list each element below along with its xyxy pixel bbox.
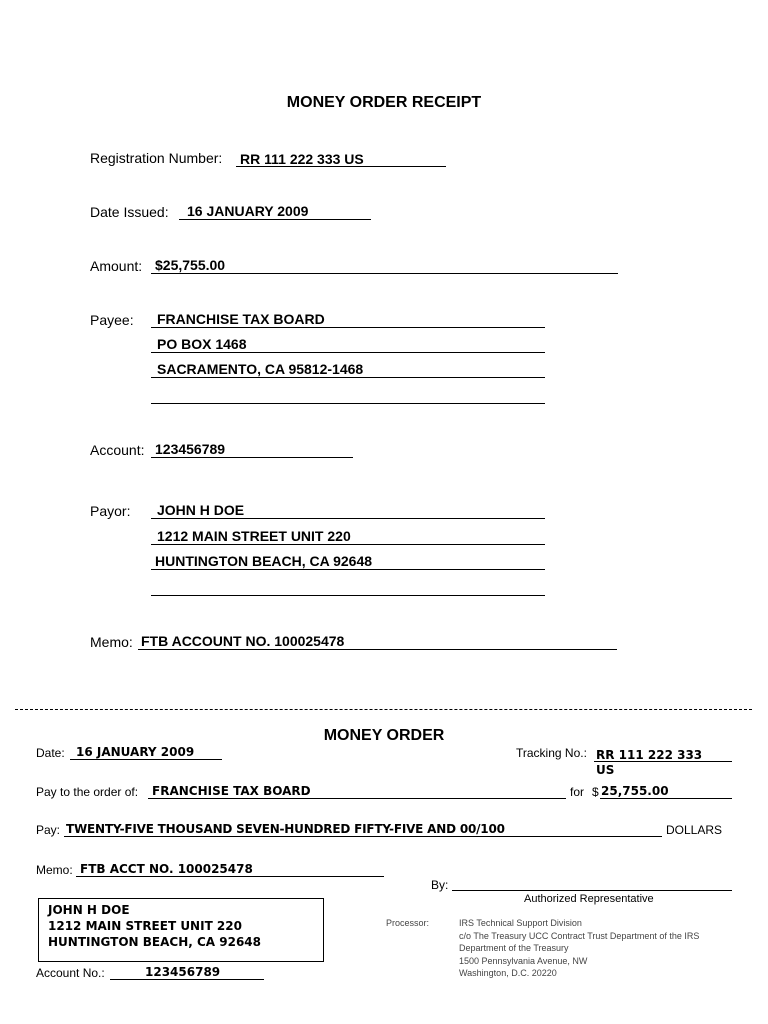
order-memo-label: Memo: bbox=[36, 863, 73, 877]
account-value: 123456789 bbox=[155, 441, 226, 457]
payee-line-3: SACRAMENTO, CA 95812-1468 bbox=[157, 361, 364, 377]
pay-to-underline bbox=[148, 798, 566, 799]
order-date-value: 16 JANUARY 2009 bbox=[76, 745, 195, 759]
signature-line bbox=[452, 890, 732, 891]
order-memo-value: FTB ACCT NO. 100025478 bbox=[80, 862, 253, 876]
payor-line-3: HUNTINGTON BEACH, CA 92648 bbox=[155, 553, 373, 569]
amount-underline bbox=[151, 273, 618, 274]
account-underline bbox=[151, 457, 353, 458]
pay-label: Pay: bbox=[36, 823, 61, 837]
pay-to-value: FRANCHISE TAX BOARD bbox=[152, 784, 311, 798]
memo-label: Memo: bbox=[90, 634, 133, 650]
payee-line-2: PO BOX 1468 bbox=[157, 336, 247, 352]
processor-line-3: Department of the Treasury bbox=[459, 943, 569, 953]
date-issued-label: Date Issued: bbox=[90, 204, 169, 220]
account-label: Account: bbox=[90, 442, 145, 458]
pay-to-label: Pay to the order of: bbox=[36, 785, 139, 799]
by-label: By: bbox=[431, 878, 449, 892]
cut-line bbox=[15, 709, 752, 710]
memo-value: FTB ACCOUNT NO. 100025478 bbox=[141, 633, 345, 649]
pay-amount-words: TWENTY-FIVE THOUSAND SEVEN-HUNDRED FIFTY-FIVE AND 00/100 bbox=[66, 822, 505, 836]
money-order-title: MONEY ORDER bbox=[323, 727, 445, 744]
payee-underline-3 bbox=[151, 377, 545, 378]
address-line-3: HUNTINGTON BEACH, CA 92648 bbox=[48, 935, 262, 949]
processor-line-1: IRS Technical Support Division bbox=[459, 918, 582, 928]
registration-value: RR 111 222 333 US bbox=[240, 151, 364, 167]
order-account-label: Account No.: bbox=[36, 966, 105, 980]
processor-line-5: Washington, D.C. 20220 bbox=[459, 968, 557, 978]
payee-underline-2 bbox=[151, 352, 545, 353]
payor-line-1: JOHN H DOE bbox=[157, 502, 245, 518]
tracking-label: Tracking No.: bbox=[516, 746, 587, 760]
address-line-2: 1212 MAIN STREET UNIT 220 bbox=[48, 919, 242, 933]
for-currency: $ bbox=[592, 785, 599, 799]
dollars-label: DOLLARS bbox=[666, 823, 723, 837]
amount-value: $25,755.00 bbox=[155, 257, 226, 273]
payor-line-2: 1212 MAIN STREET UNIT 220 bbox=[157, 528, 351, 544]
for-value: 25,755.00 bbox=[601, 784, 669, 798]
memo-underline bbox=[138, 649, 617, 650]
payee-underline-1 bbox=[151, 327, 545, 328]
order-date-label: Date: bbox=[36, 746, 65, 760]
registration-label: Registration Number: bbox=[90, 150, 223, 166]
processor-label: Processor: bbox=[386, 918, 430, 928]
for-label: for bbox=[570, 785, 585, 799]
processor-line-4: 1500 Pennsylvania Avenue, NW bbox=[459, 956, 588, 966]
processor-line-2: c/o The Treasury UCC Contract Trust Department of the IRS bbox=[459, 931, 700, 941]
order-account-value: 123456789 bbox=[145, 965, 221, 979]
tracking-value-line-1: RR 111 222 333 bbox=[596, 748, 703, 762]
payor-underline-1 bbox=[151, 518, 545, 519]
order-account-underline bbox=[110, 979, 264, 980]
authorized-representative-label: Authorized Representative bbox=[524, 893, 654, 905]
date-issued-underline bbox=[179, 219, 371, 220]
receipt-title: MONEY ORDER RECEIPT bbox=[286, 94, 482, 111]
date-issued-value: 16 JANUARY 2009 bbox=[187, 203, 309, 219]
order-memo-underline bbox=[76, 876, 384, 877]
payor-underline-4 bbox=[151, 595, 545, 596]
tracking-value-line-2: US bbox=[596, 763, 615, 777]
pay-underline bbox=[64, 836, 662, 837]
payor-underline-3 bbox=[151, 569, 545, 570]
payee-label: Payee: bbox=[90, 312, 134, 328]
amount-label: Amount: bbox=[90, 258, 143, 274]
order-date-underline bbox=[70, 759, 222, 760]
payor-label: Payor: bbox=[90, 503, 131, 519]
address-line-1: JOHN H DOE bbox=[48, 903, 130, 917]
payor-underline-2 bbox=[151, 544, 545, 545]
payee-underline-4 bbox=[151, 403, 545, 404]
for-underline bbox=[600, 798, 732, 799]
payee-line-1: FRANCHISE TAX BOARD bbox=[157, 311, 325, 327]
